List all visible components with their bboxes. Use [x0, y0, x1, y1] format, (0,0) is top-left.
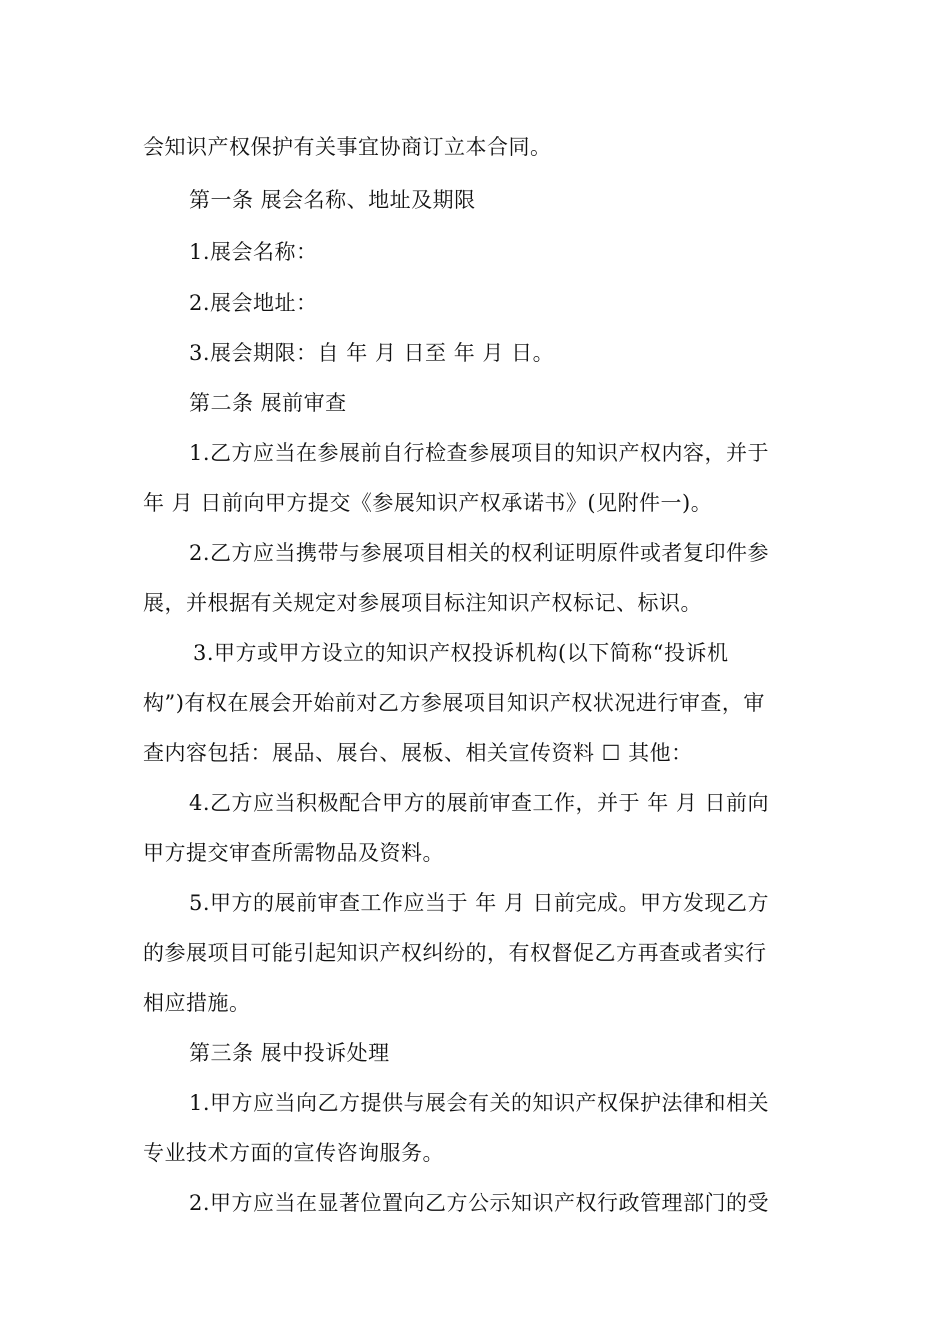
text-line: 3.展会期限：自 年 月 日至 年 月 日。 [189, 341, 555, 365]
text-line: 4.乙方应当积极配合甲方的展前审查工作，并于 年 月 日前向 [189, 791, 770, 815]
text-line: 会知识产权保护有关事宜协商订立本合同。 [143, 135, 552, 159]
text-line: 构”)有权在展会开始前对乙方参展项目知识产权状况进行审查，审 [143, 691, 765, 715]
text-line: 专业技术方面的宣传咨询服务。 [143, 1141, 444, 1165]
text-line: 1.甲方应当向乙方提供与展会有关的知识产权保护法律和相关 [189, 1091, 770, 1115]
text-line: 甲方提交审查所需物品及资料。 [143, 841, 444, 865]
text-line: 1.展会名称： [189, 240, 318, 264]
text-line: 3.甲方或甲方设立的知识产权投诉机构(以下简称“投诉机 [193, 641, 729, 665]
text-line: 2.甲方应当在显著位置向乙方公示知识产权行政管理部门的受 [189, 1191, 770, 1215]
article-heading: 第三条 展中投诉处理 [189, 1041, 390, 1065]
article-heading: 第一条 展会名称、地址及期限 [189, 188, 476, 212]
text-line: 查内容包括：展品、展台、展板、相关宣传资料 ☐ 其他： [143, 741, 693, 765]
text-line: 2.乙方应当携带与参展项目相关的权利证明原件或者复印件参 [189, 541, 770, 565]
text-line: 年 月 日前向甲方提交《参展知识产权承诺书》(见附件一)。 [143, 491, 713, 515]
text-line: 5.甲方的展前审查工作应当于 年 月 日前完成。甲方发现乙方 [189, 891, 770, 915]
text-line: 相应措施。 [143, 991, 251, 1015]
text-line: 展，并根据有关规定对参展项目标注知识产权标记、标识。 [143, 591, 702, 615]
text-line: 1.乙方应当在参展前自行检查参展项目的知识产权内容，并于 [189, 441, 770, 465]
text-line: 的参展项目可能引起知识产权纠纷的，有权督促乙方再查或者实行 [143, 941, 767, 965]
text-line: 2.展会地址： [189, 291, 318, 315]
article-heading: 第二条 展前审查 [189, 391, 347, 415]
